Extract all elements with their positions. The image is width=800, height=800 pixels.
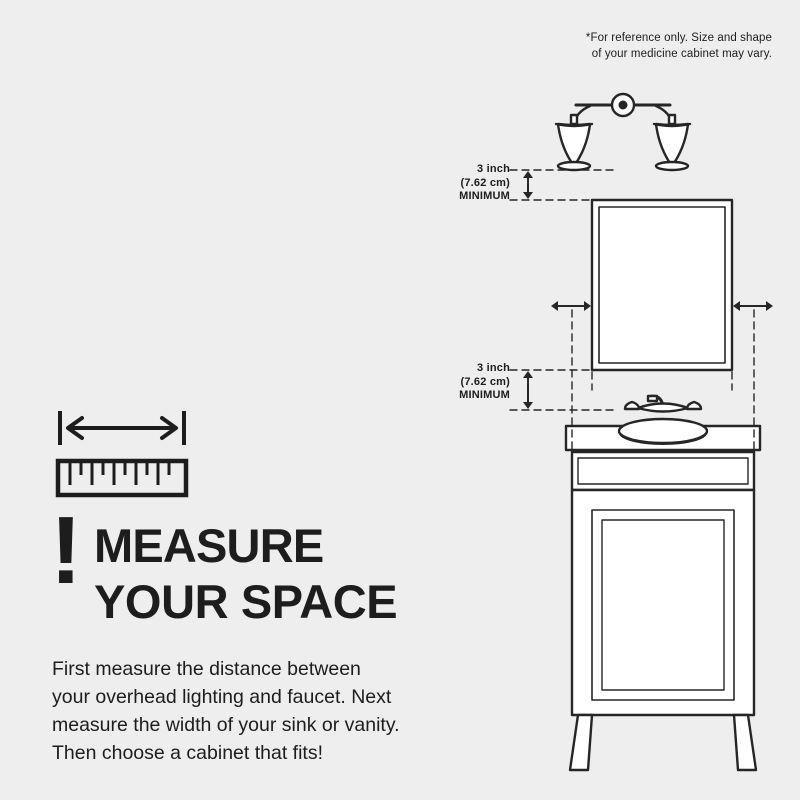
callout-top-value: 3 inch bbox=[477, 163, 510, 175]
callout-top-metric: (7.62 cm) bbox=[460, 176, 510, 189]
body-line-1: First measure the distance between bbox=[52, 658, 361, 680]
headline-line-2: YOUR SPACE bbox=[93, 575, 398, 628]
vanity-light-icon bbox=[556, 94, 690, 170]
body-line-4: Then choose a cabinet that fits! bbox=[52, 742, 324, 764]
callout-top-clearance bbox=[400, 163, 510, 204]
vanity-sink-icon bbox=[566, 396, 760, 770]
headline-line-1: MEASURE bbox=[93, 519, 324, 572]
callout-bottom-clearance bbox=[400, 362, 510, 403]
ruler-icon bbox=[52, 405, 192, 505]
disclaimer-note bbox=[452, 30, 772, 62]
disclaimer-line-2: of your medicine cabinet may vary. bbox=[591, 48, 772, 60]
body-copy bbox=[52, 655, 482, 767]
body-line-2: your overhead lighting and faucet. Next bbox=[52, 686, 392, 708]
disclaimer-line-1: *For reference only. Size and shape bbox=[585, 32, 772, 44]
callout-bottom-qualifier: MINIMUM bbox=[459, 389, 510, 401]
callout-bottom-value: 3 inch bbox=[477, 362, 510, 374]
exclamation-mark: ! bbox=[50, 497, 80, 604]
page-title bbox=[50, 497, 398, 630]
callout-top-qualifier: MINIMUM bbox=[459, 190, 510, 202]
callout-bottom-metric: (7.62 cm) bbox=[460, 375, 510, 388]
medicine-cabinet-icon bbox=[592, 200, 732, 370]
body-line-3: measure the width of your sink or vanity. bbox=[52, 714, 400, 736]
